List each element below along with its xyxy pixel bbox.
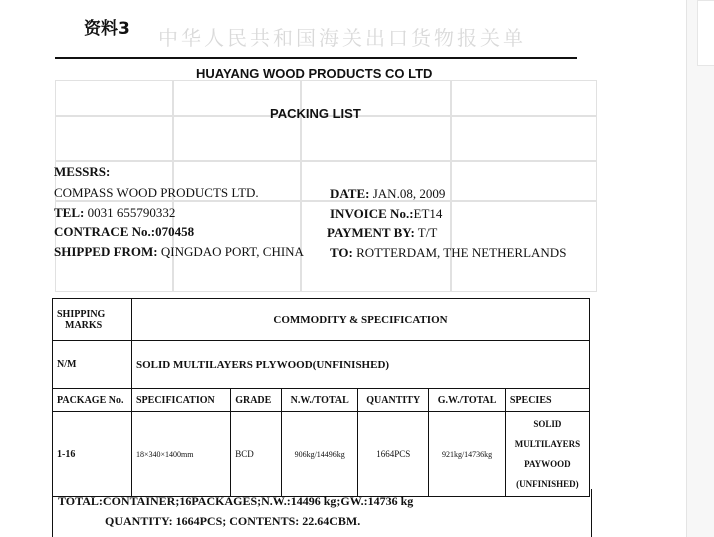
col-species-header: SPECIES: [505, 389, 589, 412]
vertical-scrollbar[interactable]: [686, 0, 714, 537]
table-row: [53, 412, 590, 497]
ghost-reverse-title: 中华人民共和国海关出口货物报关单: [158, 26, 526, 50]
date-line: [330, 186, 445, 202]
species-line1: SOLID: [533, 419, 562, 429]
gw-cell: 921kg/14736kg: [429, 412, 506, 497]
species-line2: MULTILAYERS: [514, 439, 581, 449]
tel-line: [54, 205, 175, 221]
invoice-line: [330, 206, 442, 222]
to-label: TO:: [330, 245, 353, 260]
packing-table: [52, 298, 590, 497]
shipping-marks-header-line2: MARKS: [65, 319, 103, 331]
destination-line: [330, 245, 566, 261]
totals-line: TOTAL:CONTAINER;16PACKAGES;N.W.:14496 kg;GW.:14736 kg: [58, 494, 414, 508]
marks-cell: N/M: [53, 341, 132, 389]
payment-label: PAYMENT BY:: [327, 225, 415, 240]
shipped-label: SHIPPED FROM:: [54, 244, 158, 259]
buyer-name: COMPASS WOOD PRODUCTS LTD.: [54, 185, 259, 200]
package-cell: 1-16: [53, 412, 132, 497]
payment-value: T/T: [417, 225, 438, 240]
contract-value: 070458: [155, 224, 195, 239]
contract-line: [54, 224, 194, 240]
grade-cell: BCD: [231, 412, 282, 497]
col-grade-header: GRADE: [231, 389, 282, 412]
shipping-marks-header-line1: SHIPPING: [57, 308, 106, 320]
col-nw-header: N.W./TOTAL: [282, 389, 358, 412]
page-heading: 资料3: [84, 19, 130, 39]
messrs-label: MESSRS:: [54, 164, 111, 179]
col-quantity-header: QUANTITY: [358, 389, 429, 412]
ghost-grid: [55, 160, 597, 162]
commodity-cell: SOLID MULTILAYERS PLYWOOD(UNFINISHED): [132, 341, 590, 389]
shipped-line: [54, 244, 304, 260]
shipping-marks-header: [53, 299, 132, 341]
company-name: HUAYANG WOOD PRODUCTS CO LTD: [196, 66, 433, 81]
specification-cell: 18×340×1400mm: [132, 412, 231, 497]
col-specification-header: SPECIFICATION: [132, 389, 231, 412]
species-line4: (UNFINISHED): [516, 479, 579, 489]
tel-value: 0031 655790332: [87, 205, 176, 220]
contract-label: CONTRACE No.:: [54, 224, 156, 239]
invoice-label: INVOICE No.:: [330, 206, 414, 221]
shipped-value: QINGDAO PORT, CHINA: [160, 244, 304, 259]
species-line3: PAYWOOD: [524, 459, 571, 469]
date-label: DATE:: [330, 186, 370, 201]
tel-label: TEL:: [54, 205, 85, 220]
col-gw-header: G.W./TOTAL: [429, 389, 506, 412]
nw-cell: 906kg/14496kg: [282, 412, 358, 497]
document-title: PACKING LIST: [270, 106, 361, 121]
invoice-value: ET14: [413, 206, 443, 221]
header-rule: [55, 57, 577, 59]
col-package-header: PACKAGE No.: [53, 389, 132, 412]
commodity-header: COMMODITY & SPECIFICATION: [132, 299, 590, 341]
quantity-contents-line: QUANTITY: 1664PCS; CONTENTS: 22.64CBM.: [105, 514, 361, 528]
scrollbar-thumb[interactable]: [697, 0, 714, 66]
to-value: ROTTERDAM, THE NETHERLANDS: [356, 245, 567, 260]
payment-line: [327, 225, 437, 241]
species-cell: [505, 412, 589, 497]
date-value: JAN.08, 2009: [372, 186, 446, 201]
quantity-cell: 1664PCS: [358, 412, 429, 497]
